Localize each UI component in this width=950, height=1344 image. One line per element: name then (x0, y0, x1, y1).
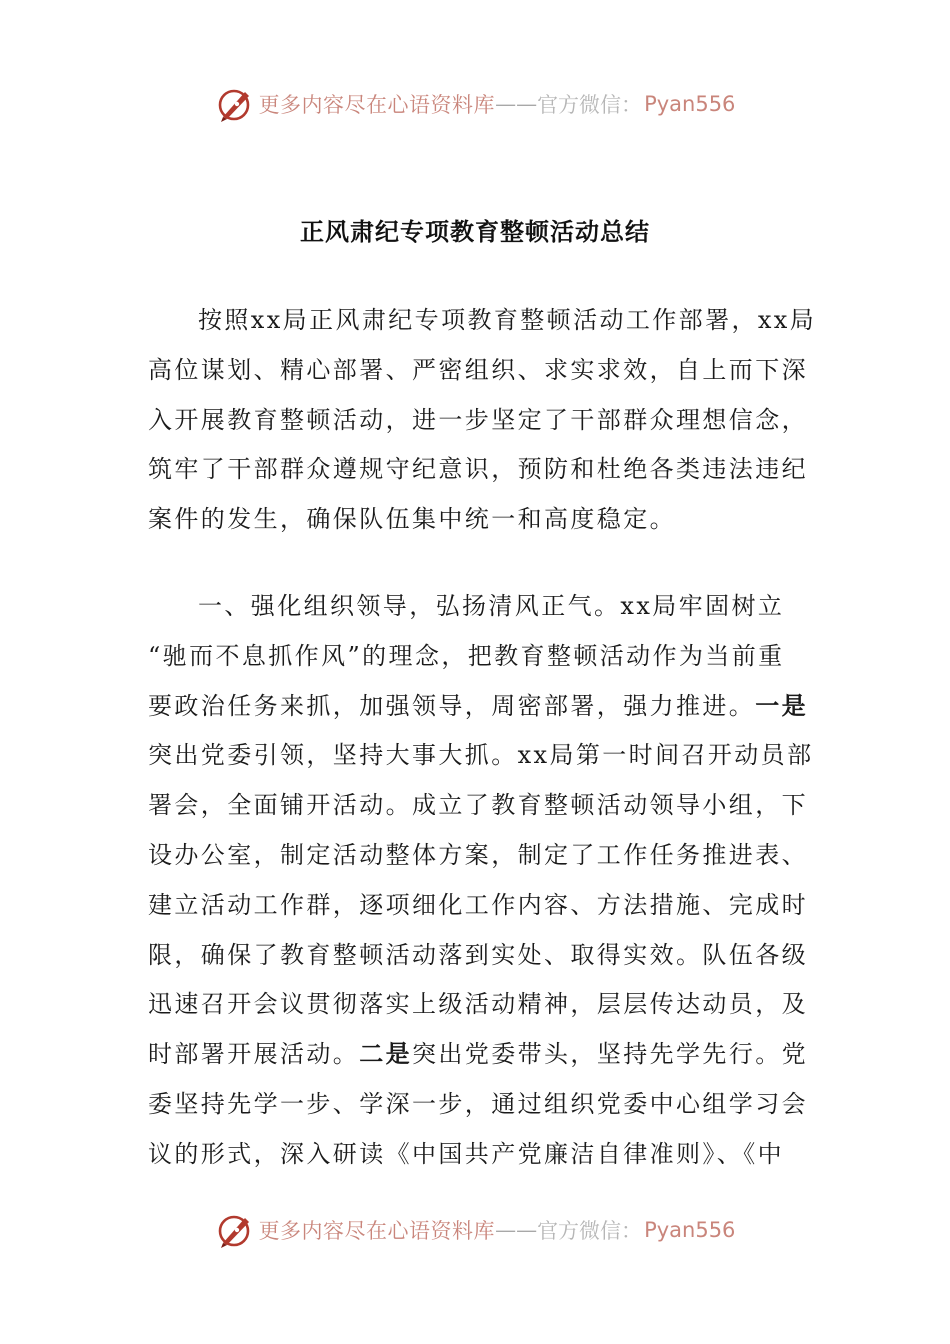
bold-marker: 一是 (755, 691, 809, 720)
banner-wechat-label: 官方微信： (537, 93, 643, 117)
text-line: 迅速召开会议贯彻落实上级活动精神，层层传达动员，及 (148, 990, 808, 1019)
banner-wechat-id: Pyan556 (644, 1218, 736, 1242)
text-run: 时部署开展活动。 (148, 1040, 360, 1069)
banner-separator: —— (495, 92, 538, 116)
text-line: 入开展教育整顿活动，进一步坚定了干部群众理想信念， (148, 405, 808, 434)
header-banner (0, 80, 950, 128)
text-line (148, 1030, 809, 1080)
banner-separator: —— (495, 1218, 538, 1242)
text-run: 要政治任务来抓，加强领导，周密部署，强力推进。 (148, 691, 756, 720)
pen-nib-logo-icon (215, 84, 255, 124)
text-line: 突出党委引领，坚持大事大抓。xx局第一时间召开动员部 (148, 741, 814, 770)
document-body (148, 296, 817, 1180)
text-line: 案件的发生，确保队伍集中统一和高度稳定。 (148, 505, 676, 534)
banner-wechat-label: 官方微信： (537, 1219, 643, 1243)
document-title: 正风肃纪专项教育整顿活动总结 (300, 218, 650, 246)
footer-banner (0, 1206, 950, 1254)
text-line: 一、强化组织领导，弘扬清风正气。xx局牢固树立 (198, 591, 785, 620)
paragraph-section-one (148, 582, 814, 1180)
text-run: 突出党委带头，坚持先学先行。党 (412, 1040, 809, 1069)
text-line: 建立活动工作群，逐项细化工作内容、方法措施、完成时 (148, 890, 808, 919)
text-line: 按照xx局正风肃纪专项教育整顿活动工作部署，xx局 (198, 306, 817, 334)
text-line: “驰而不息抓作风”的理念，把教育整顿活动作为当前重 (148, 641, 785, 670)
text-line: 署会，全面铺开活动。成立了教育整顿活动领导小组，下 (148, 791, 808, 820)
banner-text: 更多内容尽在心语资料库 (258, 93, 496, 117)
text-line: 设办公室，制定活动整体方案，制定了工作任务推进表、 (148, 840, 808, 869)
text-line: 议的形式，深入研读《中国共产党廉洁自律准则》、《中 (148, 1139, 784, 1168)
text-line: 委坚持先学一步、学深一步，通过组织党委中心组学习会 (148, 1089, 808, 1118)
banner-text: 更多内容尽在心语资料库 (258, 1219, 496, 1243)
text-line: 限，确保了教育整顿活动落到实处、取得实效。队伍各级 (148, 940, 808, 969)
text-line (148, 682, 809, 732)
pen-nib-logo-icon (215, 1210, 255, 1250)
text-line: 筑牢了干部群众遵规守纪意识，预防和杜绝各类违法违纪 (148, 455, 808, 484)
banner-wechat-id: Pyan556 (644, 92, 736, 116)
bold-marker: 二是 (359, 1040, 413, 1069)
paragraph-intro (148, 296, 817, 545)
text-line: 高位谋划、精心部署、严密组织、求实求效，自上而下深 (148, 355, 808, 384)
